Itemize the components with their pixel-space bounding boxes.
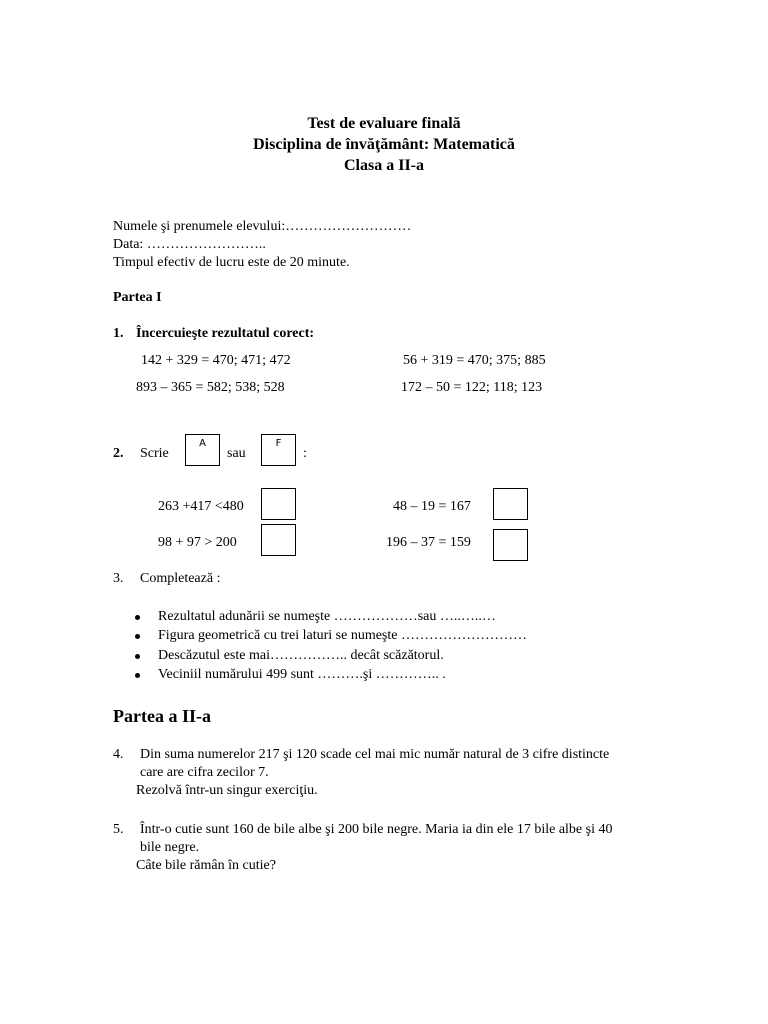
answer-box[interactable] (493, 488, 528, 520)
q2-colon: : (303, 446, 307, 461)
subject-title: Disciplina de învăţământ: Matematică (253, 136, 515, 153)
q3-item: Veciniil numărului 499 sunt ……….şi ………….. . (158, 667, 446, 682)
q1-item: 56 + 319 = 470; 375; 885 (403, 353, 546, 368)
bullet (135, 673, 140, 678)
q2-item: 196 – 37 = 159 (386, 535, 471, 550)
bullet (135, 615, 140, 620)
q5-number: 5. (113, 822, 124, 837)
time-line: Timpul efectiv de lucru este de 20 minute. (113, 255, 350, 270)
class-title: Clasa a II-a (343, 157, 424, 174)
answer-box[interactable] (261, 488, 296, 520)
q4-number: 4. (113, 747, 124, 762)
q4-text: Din suma numerelor 217 şi 120 scade cel mai mic număr natural de 3 cifre distincte (140, 747, 610, 762)
q5-text: Într-o cutie sunt 160 de bile albe şi 200 bile negre. Maria ia din ele 17 bile albe şi 40 (140, 822, 613, 837)
q2-number: 2. (113, 446, 124, 461)
answer-box[interactable] (261, 524, 296, 556)
answer-box-a: A (185, 434, 220, 466)
q2-item: 263 +417 <480 (158, 499, 244, 514)
q5-text: bile negre. (140, 840, 200, 855)
bullet (135, 654, 140, 659)
answer-box-f: F (261, 434, 296, 466)
part2-title: Partea a II-a (113, 706, 211, 726)
q1-item: 172 – 50 = 122; 118; 123 (401, 380, 543, 395)
student-name-line: Numele şi prenumele elevului:……………………… (113, 219, 412, 234)
q3-item: Rezultatul adunării se numeşte ………………sau …..…..… (158, 609, 496, 624)
q3-prompt: Completează : (140, 571, 221, 586)
q1-prompt: Încercuieşte rezultatul corect: (136, 326, 315, 341)
answer-box[interactable] (493, 529, 528, 561)
bullet (135, 634, 140, 639)
q2-write-label: Scrie (140, 446, 169, 461)
q4-text: care are cifra zecilor 7. (140, 765, 269, 780)
q1-number: 1. (113, 326, 124, 341)
q3-item: Figura geometrică cu trei laturi se numeşte ……………………… (158, 628, 527, 643)
q3-item: Descăzutul este mai…………….. decât scăzătorul. (158, 648, 444, 663)
part1-title: Partea I (113, 290, 162, 305)
q5-question: Câte bile rămân în cutie? (136, 858, 276, 873)
q2-or-label: sau (227, 446, 246, 461)
q1-item: 893 – 365 = 582; 538; 528 (136, 380, 285, 395)
q4-instruction: Rezolvă într-un singur exerciţiu. (136, 783, 318, 798)
test-title: Test de evaluare finală (307, 115, 461, 132)
date-line: Data: …………………….. (113, 237, 266, 252)
q2-item: 48 – 19 = 167 (393, 499, 471, 514)
q3-number: 3. (113, 571, 124, 586)
q2-item: 98 + 97 > 200 (158, 535, 237, 550)
q1-item: 142 + 329 = 470; 471; 472 (141, 353, 291, 368)
